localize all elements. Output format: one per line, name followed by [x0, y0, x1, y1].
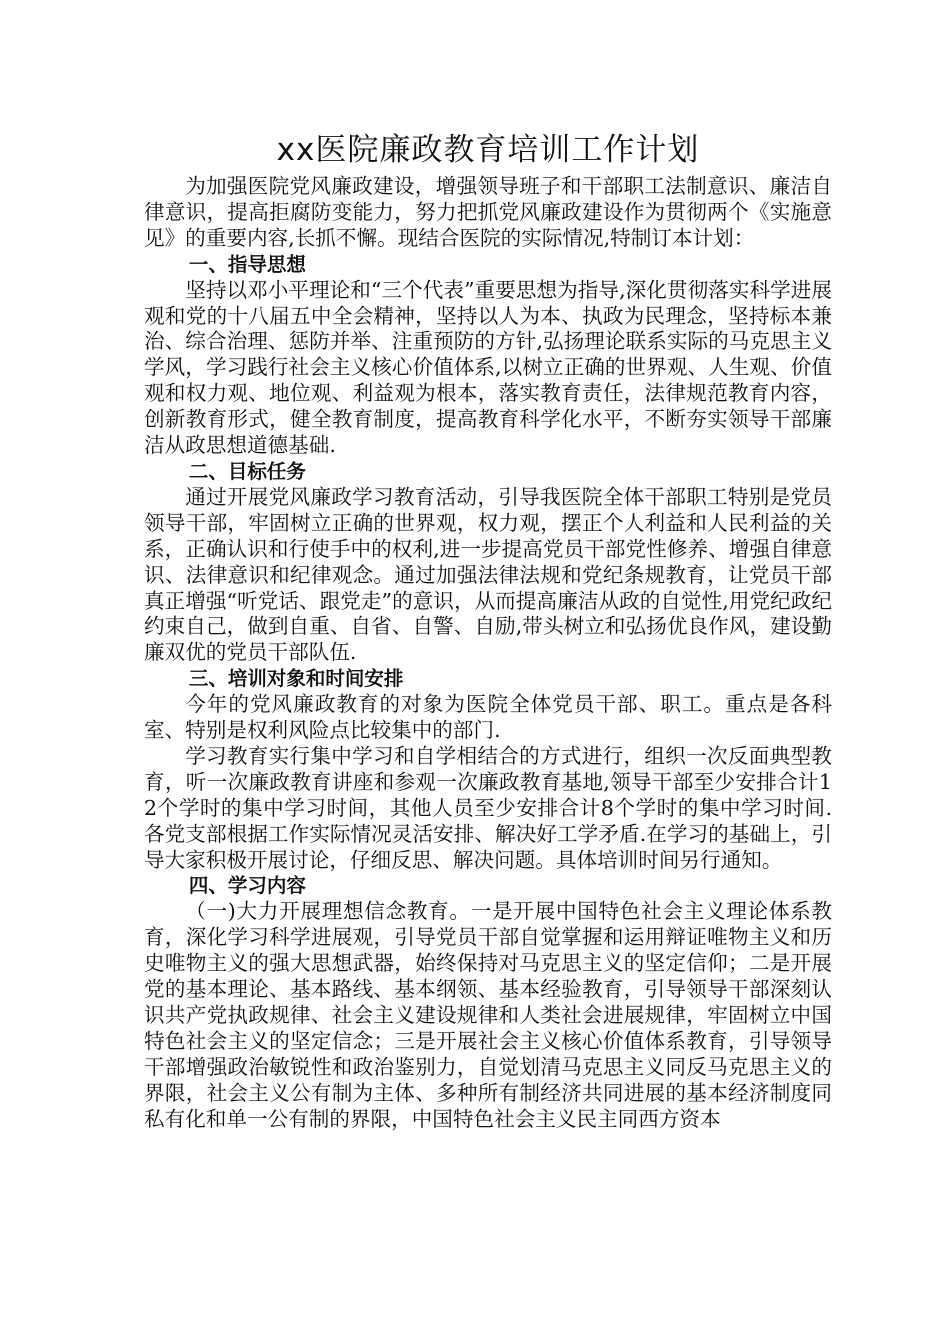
- section-guiding-thought: [144, 252, 832, 459]
- section-heading: 四、学习内容: [188, 874, 306, 898]
- section-heading: 一、指导思想: [188, 252, 306, 276]
- section-objectives: [144, 459, 832, 666]
- section-paragraph: 坚持以邓小平理论和“三个代表”重要思想为指导,深化贯彻落实科学进展观和党的十八届五中全会精神，坚持以人为本、执政为民理念，坚持标本兼治、综合治理、惩防并举、注重预防的方针,弘扬理论联系实际的马克思主义学风，学习践行社会主义核心价值体系,以树立正确的世界观、人生观、价值观和权力观、地位观、利益观为根本，落实教育责任，法律规范教育内容，创新教育形式，健全教育制度，提高教育科学化水平，不断夯实领导干部廉洁从政思想道德基础.: [144, 277, 832, 458]
- section-heading: 三、培训对象和时间安排: [188, 667, 404, 691]
- section-targets-schedule: [144, 666, 832, 873]
- document-page: [144, 128, 832, 1133]
- section-paragraph: （一)大力开展理想信念教育。一是开展中国特色社会主义理论体系教育，深化学习科学进展观，引导党员干部自觉掌握和运用辩证唯物主义和历史唯物主义的强大思想武器，始终保持对马克思主义的坚定信仰；二是开展党的基本理论、基本路线、基本纲领、基本经验教育，引导领导干部深刻认识共产党执政规律、社会主义建设规律和人类社会进展规律，牢固树立中国特色社会主义的坚定信念；三是开展社会主义核心价值体系教育，引导领导干部增强政治敏锐性和政治鉴别力，自觉划清马克思主义同反马克思主义的界限，社会主义公有制为主体、多种所有制经济共同进展的基本经济制度同私有化和单一公有制的界限，中国特色社会主义民主同西方资本: [144, 899, 832, 1131]
- section-paragraph: 学习教育实行集中学习和自学相结合的方式进行，组织一次反面典型教育，听一次廉政教育讲座和参观一次廉政教育基地,领导干部至少安排合计12个学时的集中学习时间，其他人员至少安排合计8个学时的集中学习时间.各党支部根据工作实际情况灵活安排、解决好工学矛盾.在学习的基础上，引导大家积极开展讨论，仔细反思、解决问题。具体培训时间另行通知。: [144, 743, 832, 872]
- section-study-content: [144, 873, 832, 1132]
- section-paragraph: 今年的党风廉政教育的对象为医院全体党员干部、职工。重点是各科室、特别是权利风险点比较集中的部门.: [144, 692, 832, 743]
- document-title: xx医院廉政教育培训工作计划: [276, 132, 700, 168]
- intro-paragraph: 为加强医院党风廉政建设，增强领导班子和干部职工法制意识、廉洁自律意识，提高拒腐防变能力，努力把抓党风廉政建设作为贯彻两个《实施意见》的重要内容,长抓不懈。现结合医院的实际情况,特制订本计划：: [144, 174, 832, 250]
- section-paragraph: 通过开展党风廉政学习教育活动，引导我医院全体干部职工特别是党员领导干部，牢固树立正确的世界观，权力观，摆正个人利益和人民利益的关系，正确认识和行使手中的权利,进一步提高党员干部党性修养、增强自律意识、法律意识和纪律观念。通过加强法律法规和党纪条规教育，让党员干部真正增强“听党话、跟党走”的意识，从而提高廉洁从政的自觉性,用党纪政纪约束自己，做到自重、自省、自警、自励,带头树立和弘扬优良作风，建设勤廉双优的党员干部队伍.: [144, 484, 832, 665]
- section-heading: 二、目标任务: [188, 459, 306, 483]
